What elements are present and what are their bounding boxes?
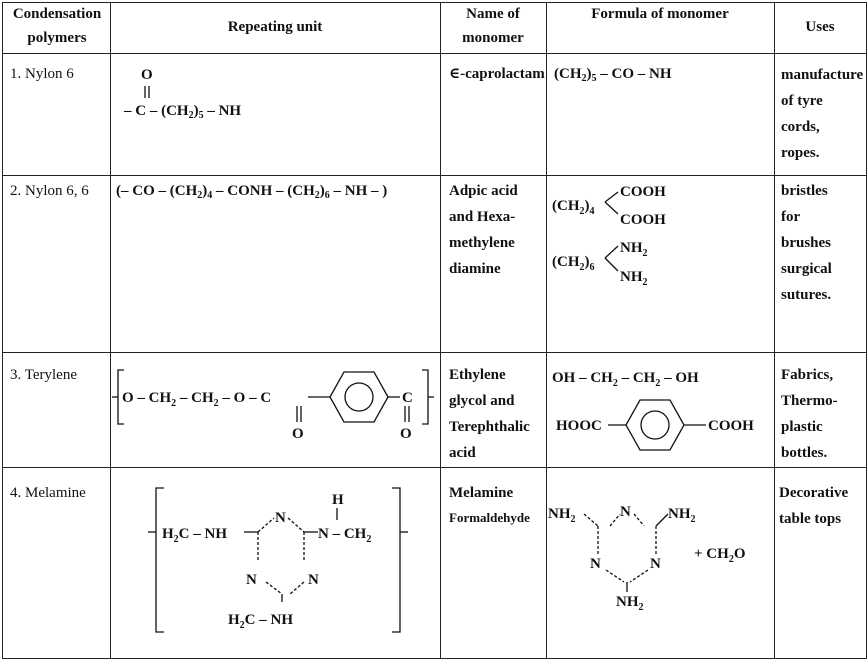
svg-text:COOH: COOH bbox=[620, 212, 666, 228]
row-divider-3 bbox=[2, 467, 867, 468]
col-divider-4 bbox=[774, 2, 775, 659]
header-monomer-formula: Formula of monomer bbox=[591, 6, 729, 22]
uses-line: cords, bbox=[781, 119, 820, 135]
col-divider-1 bbox=[110, 2, 111, 659]
header-divider bbox=[2, 53, 867, 54]
svg-text:OH – CH2 – CH2 – OH: OH – $CH_2 - CH_2$ – OH bbox=[552, 370, 699, 389]
monomer-name: and Hexa- bbox=[449, 209, 516, 225]
svg-text:(CH2)6: $(CH_2)_6$ bbox=[552, 254, 595, 273]
svg-text:HOOC: HOOC bbox=[556, 418, 602, 434]
svg-text:N: N bbox=[275, 510, 286, 526]
repeating-unit-chain: (– CO – $(CH_2)_4$ – CONH – $(CH_2)_6$ – NH – ) bbox=[116, 183, 388, 201]
monomer-name: Terephthalic bbox=[449, 419, 530, 435]
polymer-name: 4. Melamine bbox=[10, 485, 86, 501]
monomer-name: Adpic acid bbox=[449, 183, 518, 199]
col-divider-3 bbox=[546, 2, 547, 659]
row-divider-1 bbox=[2, 175, 867, 176]
svg-text:N: N bbox=[246, 572, 257, 588]
uses-line: Decorative bbox=[779, 485, 849, 501]
terylene-repeating-unit bbox=[112, 362, 440, 462]
svg-text:N – CH2: N – $CH_2$ bbox=[318, 526, 372, 545]
svg-text:N: N bbox=[620, 504, 631, 520]
svg-text:H2C – NH: $H_2C$ – NH bbox=[228, 612, 294, 631]
uses-line: bristles bbox=[781, 183, 828, 199]
header-monomer-name: Name of monomer bbox=[462, 6, 524, 46]
table-border-left bbox=[2, 2, 3, 659]
svg-text:NH2: $NH_2$ bbox=[620, 240, 648, 259]
svg-text:NH2: $NH_2$ bbox=[620, 269, 648, 288]
uses-line: table tops bbox=[779, 511, 842, 527]
svg-text:O – CH2 – CH2 – O – C: O – $CH_2 - CH_2$ – O – C bbox=[122, 390, 272, 409]
melamine-monomer-formula bbox=[548, 496, 770, 616]
table-border-bottom bbox=[2, 658, 867, 659]
uses-line: plastic bbox=[781, 419, 823, 435]
repeating-unit-chain: – C – $(CH_2)_5$ – NH bbox=[124, 103, 242, 121]
svg-text:N: N bbox=[650, 556, 661, 572]
monomer-name: methylene bbox=[449, 235, 515, 251]
uses-line: manufacture bbox=[781, 67, 864, 83]
col-divider-2 bbox=[440, 2, 441, 659]
header-repeating-unit: Repeating unit bbox=[227, 19, 323, 35]
svg-text:O: O bbox=[400, 426, 412, 442]
table-border-right bbox=[866, 2, 867, 659]
monomer-name: Formaldehyde bbox=[449, 510, 530, 525]
polymer-name: 2. Nylon 6, 6 bbox=[10, 183, 89, 199]
uses-line: of tyre bbox=[781, 93, 823, 109]
header-uses: Uses bbox=[805, 19, 835, 35]
uses-line: Thermo- bbox=[781, 393, 838, 409]
melamine-repeating-unit bbox=[112, 482, 440, 654]
uses-line: for bbox=[781, 209, 801, 225]
nylon66-monomer-formula bbox=[550, 178, 680, 293]
svg-text:COOH: COOH bbox=[620, 184, 666, 200]
svg-text:N: N bbox=[590, 556, 601, 572]
svg-text:C: C bbox=[402, 390, 413, 406]
svg-text:(CH2)4: $(CH_2)_4$ bbox=[552, 198, 595, 217]
uses-line: bottles. bbox=[781, 445, 828, 461]
monomer-name: acid bbox=[449, 445, 476, 461]
uses-line: brushes bbox=[781, 235, 832, 251]
monomer-name: Melamine bbox=[449, 485, 514, 501]
monomer-name: diamine bbox=[449, 261, 501, 277]
row-divider-2 bbox=[2, 352, 867, 353]
uses-line: ropes. bbox=[781, 145, 820, 161]
svg-text:NH2: $NH_2$ bbox=[668, 506, 696, 525]
monomer-name: glycol and bbox=[449, 393, 515, 409]
monomer-formula: $(CH_2)_5$ – CO – NH bbox=[554, 66, 672, 84]
svg-text:N: N bbox=[308, 572, 319, 588]
svg-text:NH2: $NH_2$ bbox=[616, 594, 644, 613]
uses-line: surgical bbox=[781, 261, 832, 277]
polymer-name: 3. Terylene bbox=[10, 367, 77, 383]
svg-text:H2C – NH: $H_2C$ – NH bbox=[162, 526, 228, 545]
header-polymer: Condensation polymers bbox=[12, 6, 102, 46]
polymer-name: 1. Nylon 6 bbox=[10, 66, 74, 82]
svg-text:NH2: $NH_2$ bbox=[548, 506, 576, 525]
svg-text:O: O bbox=[292, 426, 304, 442]
monomer-name: ∈-caprolactam bbox=[449, 66, 545, 82]
uses-line: Fabrics, bbox=[781, 367, 834, 383]
svg-text:H: H bbox=[332, 492, 344, 508]
uses-line: sutures. bbox=[781, 287, 832, 303]
carbonyl-oxygen: O bbox=[141, 67, 153, 83]
svg-text:COOH: COOH bbox=[708, 418, 754, 434]
svg-text:+ CH2O: + $CH_2O$ bbox=[694, 546, 746, 565]
monomer-name: Ethylene bbox=[449, 367, 506, 383]
terylene-monomer-formula bbox=[550, 362, 772, 462]
